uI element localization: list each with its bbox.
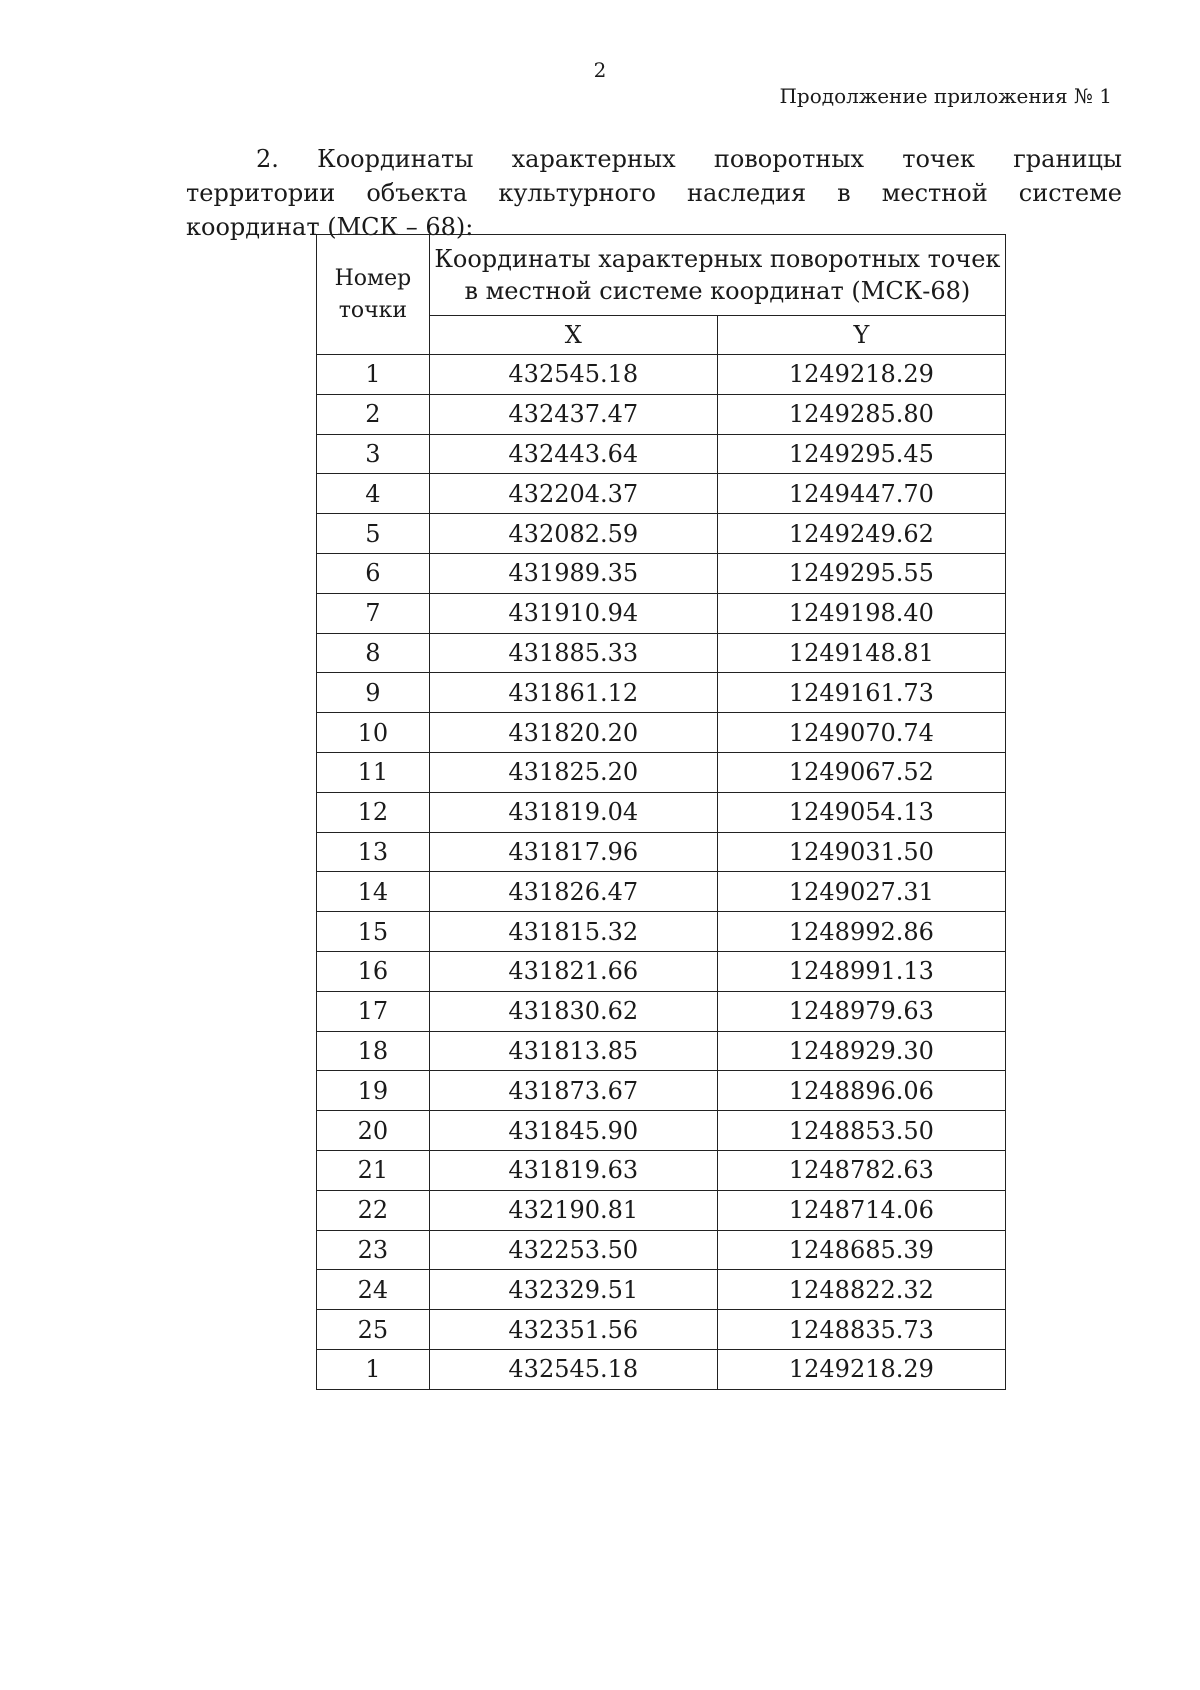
y-coordinate-cell: 1249148.81 (717, 633, 1005, 673)
y-coordinate-cell: 1248929.30 (717, 1031, 1005, 1071)
y-coordinate-cell: 1249447.70 (717, 474, 1005, 514)
y-coordinate-cell: 1249067.52 (717, 752, 1005, 792)
table-row (317, 474, 1006, 514)
appendix-continuation-label: Продолжение приложения № 1 (779, 84, 1112, 108)
y-coordinate-cell: 1249218.29 (717, 1349, 1005, 1389)
y-coordinate-cell: 1248714.06 (717, 1190, 1005, 1230)
point-number-cell: 21 (317, 1150, 430, 1190)
page-number: 2 (593, 58, 607, 82)
x-coordinate-cell: 431910.94 (429, 593, 717, 633)
table-row (317, 912, 1006, 952)
x-coordinate-cell: 431819.63 (429, 1150, 717, 1190)
column-header-point-number: Номер точки (317, 235, 430, 355)
table-row (317, 1150, 1006, 1190)
point-number-cell: 13 (317, 832, 430, 872)
x-coordinate-cell: 431820.20 (429, 713, 717, 753)
point-number-cell: 4 (317, 474, 430, 514)
table-row (317, 951, 1006, 991)
point-number-cell: 10 (317, 713, 430, 753)
y-coordinate-cell: 1248853.50 (717, 1111, 1005, 1151)
point-number-cell: 18 (317, 1031, 430, 1071)
table-row (317, 1310, 1006, 1350)
y-coordinate-cell: 1249295.55 (717, 553, 1005, 593)
point-number-cell: 11 (317, 752, 430, 792)
table-row (317, 991, 1006, 1031)
table-row (317, 593, 1006, 633)
table-row (317, 355, 1006, 395)
x-coordinate-cell: 431861.12 (429, 673, 717, 713)
x-coordinate-cell: 431989.35 (429, 553, 717, 593)
x-coordinate-cell: 431815.32 (429, 912, 717, 952)
x-coordinate-cell: 431825.20 (429, 752, 717, 792)
y-coordinate-cell: 1249198.40 (717, 593, 1005, 633)
column-header-coordinates: Координаты характерных поворотных точек в местной системе координат (МСК-68) (429, 235, 1005, 316)
x-coordinate-cell: 431821.66 (429, 951, 717, 991)
column-header-y: Y (717, 316, 1005, 355)
table-row (317, 713, 1006, 753)
table-row (317, 633, 1006, 673)
y-coordinate-cell: 1249285.80 (717, 394, 1005, 434)
point-number-cell: 3 (317, 434, 430, 474)
y-coordinate-cell: 1248896.06 (717, 1071, 1005, 1111)
x-coordinate-cell: 431885.33 (429, 633, 717, 673)
x-coordinate-cell: 432190.81 (429, 1190, 717, 1230)
y-coordinate-cell: 1249249.62 (717, 514, 1005, 554)
table-row (317, 752, 1006, 792)
x-coordinate-cell: 431845.90 (429, 1111, 717, 1151)
point-number-cell: 1 (317, 355, 430, 395)
point-number-cell: 20 (317, 1111, 430, 1151)
y-coordinate-cell: 1248685.39 (717, 1230, 1005, 1270)
x-coordinate-cell: 432253.50 (429, 1230, 717, 1270)
table-row (317, 1230, 1006, 1270)
point-number-cell: 5 (317, 514, 430, 554)
point-number-cell: 9 (317, 673, 430, 713)
point-number-cell: 16 (317, 951, 430, 991)
point-number-cell: 12 (317, 792, 430, 832)
table-row (317, 394, 1006, 434)
table-row (317, 434, 1006, 474)
x-coordinate-cell: 431873.67 (429, 1071, 717, 1111)
table-row (317, 514, 1006, 554)
y-coordinate-cell: 1249054.13 (717, 792, 1005, 832)
coordinates-table-body (317, 355, 1006, 1390)
y-coordinate-cell: 1249027.31 (717, 872, 1005, 912)
point-number-cell: 8 (317, 633, 430, 673)
table-row (317, 673, 1006, 713)
x-coordinate-cell: 431819.04 (429, 792, 717, 832)
y-coordinate-cell: 1249295.45 (717, 434, 1005, 474)
y-coordinate-cell: 1248979.63 (717, 991, 1005, 1031)
x-coordinate-cell: 431817.96 (429, 832, 717, 872)
point-number-cell: 22 (317, 1190, 430, 1230)
point-number-cell: 15 (317, 912, 430, 952)
y-coordinate-cell: 1248991.13 (717, 951, 1005, 991)
x-coordinate-cell: 431813.85 (429, 1031, 717, 1071)
coordinates-table (316, 234, 1006, 1390)
point-number-cell: 7 (317, 593, 430, 633)
section-intro-text: 2. Координаты характерных поворотных точек границы территории объекта культурного наследия в местной системе координат (МСК – 68): (186, 145, 1122, 241)
point-number-cell: 1 (317, 1349, 430, 1389)
y-coordinate-cell: 1248822.32 (717, 1270, 1005, 1310)
point-number-cell: 19 (317, 1071, 430, 1111)
table-row (317, 1111, 1006, 1151)
table-row (317, 1270, 1006, 1310)
table-row (317, 1190, 1006, 1230)
x-coordinate-cell: 432204.37 (429, 474, 717, 514)
x-coordinate-cell: 432351.56 (429, 1310, 717, 1350)
x-coordinate-cell: 432443.64 (429, 434, 717, 474)
x-coordinate-cell: 432545.18 (429, 355, 717, 395)
y-coordinate-cell: 1248835.73 (717, 1310, 1005, 1350)
column-header-x: X (429, 316, 717, 355)
y-coordinate-cell: 1248782.63 (717, 1150, 1005, 1190)
x-coordinate-cell: 431830.62 (429, 991, 717, 1031)
y-coordinate-cell: 1249070.74 (717, 713, 1005, 753)
point-number-cell: 2 (317, 394, 430, 434)
y-coordinate-cell: 1248992.86 (717, 912, 1005, 952)
point-number-cell: 23 (317, 1230, 430, 1270)
table-row (317, 1071, 1006, 1111)
point-number-cell: 17 (317, 991, 430, 1031)
point-number-cell: 25 (317, 1310, 430, 1350)
table-row (317, 832, 1006, 872)
x-coordinate-cell: 432545.18 (429, 1349, 717, 1389)
x-coordinate-cell: 432329.51 (429, 1270, 717, 1310)
table-row (317, 792, 1006, 832)
x-coordinate-cell: 432082.59 (429, 514, 717, 554)
point-number-cell: 14 (317, 872, 430, 912)
table-row (317, 1031, 1006, 1071)
x-coordinate-cell: 431826.47 (429, 872, 717, 912)
y-coordinate-cell: 1249218.29 (717, 355, 1005, 395)
point-number-cell: 24 (317, 1270, 430, 1310)
y-coordinate-cell: 1249031.50 (717, 832, 1005, 872)
table-row (317, 872, 1006, 912)
point-number-cell: 6 (317, 553, 430, 593)
x-coordinate-cell: 432437.47 (429, 394, 717, 434)
table-row (317, 553, 1006, 593)
y-coordinate-cell: 1249161.73 (717, 673, 1005, 713)
table-row (317, 1349, 1006, 1389)
